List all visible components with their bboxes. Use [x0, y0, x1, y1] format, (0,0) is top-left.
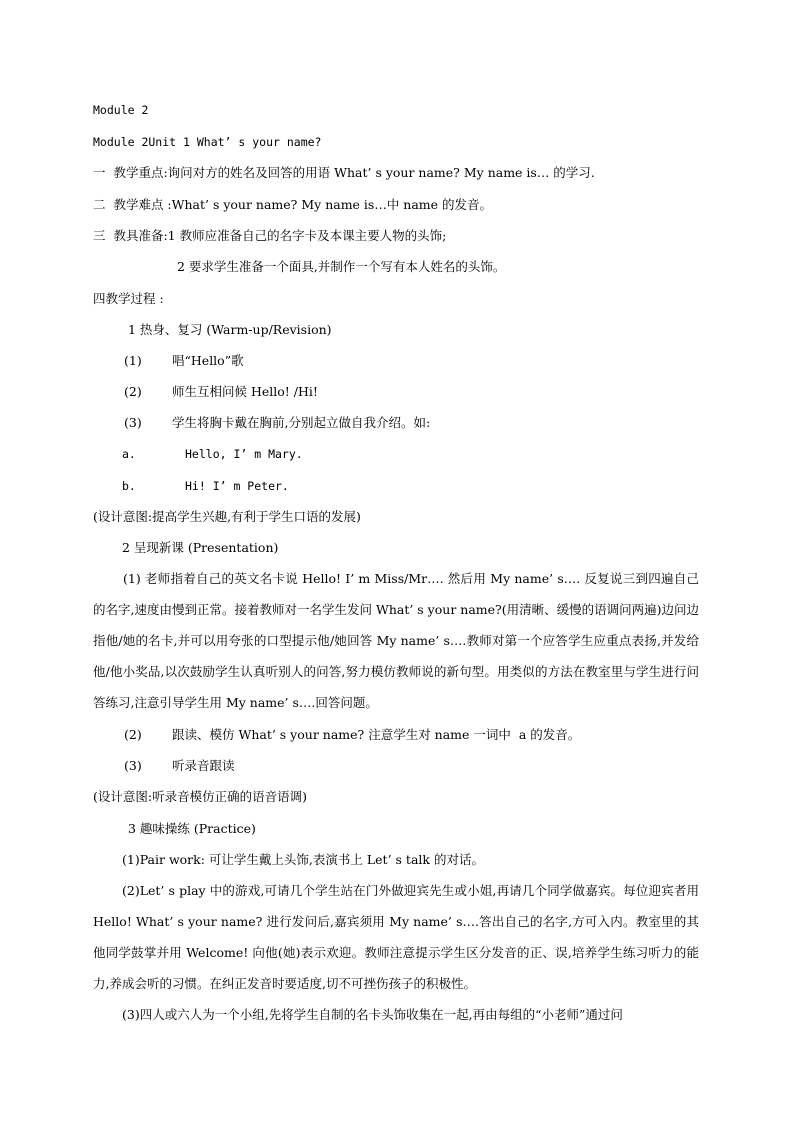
list-number: (3) [124, 758, 142, 773]
example-text: Hi! I’ m Peter. [185, 479, 289, 493]
practice-item-1: (1)Pair work: 可让学生戴上头饰,表演书上 Let’ s talk 的对话。 [122, 852, 484, 867]
list-item: 师生互相问候 Hello! /Hi! [172, 384, 318, 399]
list-number: (3) [124, 415, 142, 430]
section-materials-2: 2 要求学生准备一个面具,并制作一个写有本人姓名的头饰。 [177, 259, 506, 274]
example-label: b. [122, 479, 136, 493]
module-title: Module 2 [93, 103, 149, 117]
section-materials: 三 教具准备:1 教师应准备自己的名字卡及本课主要人物的头饰; [93, 228, 447, 243]
example-label: a. [122, 447, 136, 461]
design-intent-2: (设计意图:听录音模仿正确的语音语调) [93, 789, 307, 804]
presentation-paragraph: (1) 老师指着自己的英文名卡说 Hello! I’ m Miss/Mr…. 然后用 My name’ s…. 反复说三到四遍自己的名字,速度由慢到正常。接着教师对一名学生发问 What’ s your name?(用清晰、缓慢的语调问两遍)边问边指他/她的名卡,并可以用夸张的口型提示他/她回答 My name’ s….教师对第一个应答学生应重点表扬,并发给他/他小奖品,以次鼓励学生认真听别人的问答,努力模仿教师说的新句型。用类似的方法在教室里与学生进行问答练习,注意引导学生用 My name’ s….回答问题。 [93, 571, 699, 710]
example-text: Hello, I’ m Mary. [185, 447, 303, 461]
practice-paragraph-3: (3)四人或六人为一个小组,先将学生自制的名卡头饰收集在一起,再由每组的“小老师”通过问 [122, 1007, 623, 1022]
step3-heading: 3 趣味操练 (Practice) [128, 821, 256, 836]
list-item: 唱“Hello”歌 [172, 353, 244, 368]
step2-heading: 2 呈现新课 (Presentation) [122, 540, 279, 555]
list-number: (1) [124, 353, 142, 368]
step1-heading: 1 热身、复习 (Warm-up/Revision) [128, 322, 332, 337]
practice-paragraph-2: (2)Let’ s play 中的游戏,可请几个学生站在门外做迎宾先生或小姐,再请几个同学做嘉宾。每位迎宾者用 Hello! What’ s your name? 进行发问后,嘉宾须用 My name’ s….答出自己的名字,方可入内。教室里的其他同学鼓掌并用 Welcome! 向他(她)表示欢迎。教师注意提示学生区分发音的正、误,培养学生练习听力的能力,养成会听的习惯。在纠正发音时要适度,切不可挫伤孩子的积极性。 [93, 883, 699, 991]
section-process: 四教学过程 : [93, 291, 164, 306]
section-key-points: 一 教学重点:询问对方的姓名及回答的用语 What’ s your name? My name is… 的学习. [93, 165, 595, 180]
list-item: 跟读、模仿 What’ s your name? 注意学生对 name 一词中 a 的发音。 [172, 727, 581, 742]
list-number: (2) [124, 727, 142, 742]
list-item: 听录音跟读 [172, 758, 235, 773]
unit-title: Module 2Unit 1 What’ s your name? [93, 135, 322, 149]
list-number: (2) [124, 384, 142, 399]
design-intent-1: (设计意图:提高学生兴趣,有利于学生口语的发展) [93, 509, 361, 524]
section-difficulties: 二 教学难点 :What’ s your name? My name is…中 name 的发音。 [93, 197, 493, 212]
list-item: 学生将胸卡戴在胸前,分别起立做自我介绍。如: [172, 415, 431, 430]
